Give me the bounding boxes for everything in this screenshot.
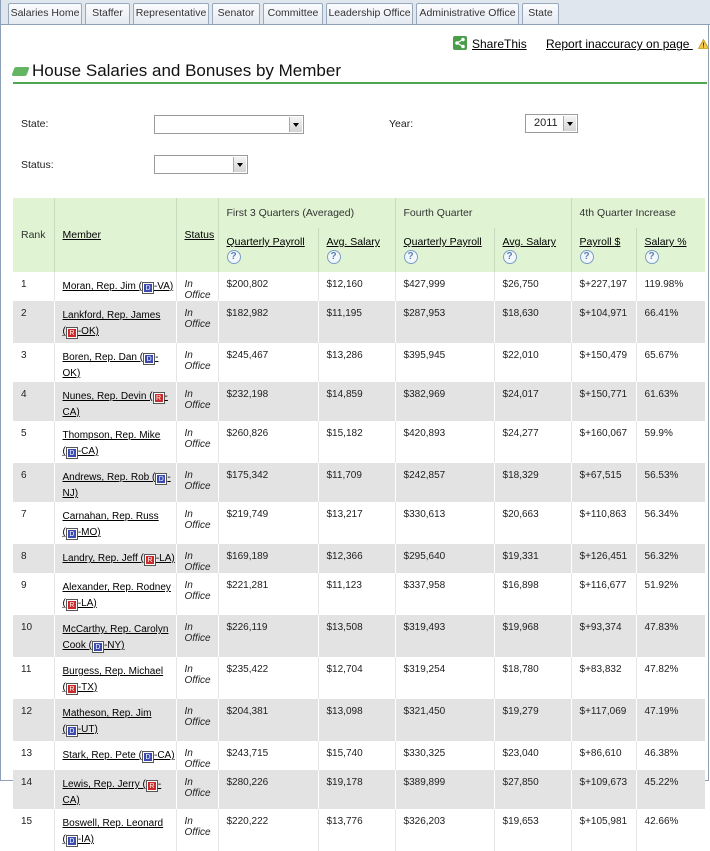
table-row — [13, 301, 705, 343]
cell-qp1: $260,826 — [218, 421, 318, 463]
member-state: -CA) — [62, 779, 162, 806]
cell-pct: 47.19% — [636, 699, 705, 741]
cell-as1: $11,195 — [318, 301, 395, 343]
table-row — [13, 272, 705, 301]
help-icon[interactable]: ? — [404, 250, 418, 264]
member-name-cont: Cook ( — [62, 640, 92, 651]
cell-qp1: $204,381 — [218, 699, 318, 741]
table-row — [13, 741, 705, 770]
member-link[interactable] — [63, 472, 171, 499]
cell-pay: $+117,069 — [571, 699, 636, 741]
sort-status-link[interactable]: Status — [184, 229, 215, 241]
cell-member — [54, 343, 176, 382]
year-select[interactable] — [525, 114, 578, 133]
cell-as2: $20,663 — [494, 502, 571, 544]
member-state: -CA) — [62, 391, 168, 418]
member-name-cont: ( — [62, 724, 66, 735]
cell-pct: 47.82% — [636, 657, 705, 699]
cell-qp1: $243,715 — [218, 741, 318, 770]
share-label: ShareThis — [472, 37, 527, 51]
democrat-party-badge: D — [143, 283, 153, 293]
republican-party-badge: R — [67, 328, 77, 338]
cell-qp2: $330,325 — [395, 741, 494, 770]
cell-qp2: $319,493 — [395, 615, 494, 657]
cell-as1: $13,217 — [318, 502, 395, 544]
democrat-party-badge: D — [143, 752, 153, 762]
member-state: -UT) — [77, 724, 98, 735]
report-inaccuracy-link[interactable] — [546, 36, 709, 52]
member-name: Andrews, Rep. Rob ( — [62, 472, 156, 483]
cell-status: In Office — [176, 544, 218, 573]
cell-as2: $19,331 — [494, 544, 571, 573]
col-rank: Rank — [13, 198, 54, 272]
republican-party-badge: R — [67, 600, 77, 610]
cell-member — [54, 544, 176, 573]
cell-as2: $18,329 — [494, 463, 571, 502]
cell-member — [54, 741, 176, 770]
cell-member — [54, 699, 176, 741]
col-payroll-increase — [571, 228, 636, 272]
sort-pay-link[interactable]: Payroll $ — [579, 236, 621, 248]
cell-status: In Office — [176, 272, 218, 301]
member-link[interactable] — [63, 582, 171, 609]
cell-rank: 6 — [13, 463, 54, 502]
cell-qp1: $220,222 — [218, 809, 318, 851]
cell-as1: $15,182 — [318, 421, 395, 463]
col-quarterly-payroll-1 — [218, 228, 318, 272]
cell-qp1: $221,281 — [218, 573, 318, 615]
member-link[interactable] — [63, 624, 169, 651]
cell-status: In Office — [176, 770, 218, 809]
share-icon — [453, 36, 467, 50]
cell-as1: $19,178 — [318, 770, 395, 809]
cell-qp1: $175,342 — [218, 463, 318, 502]
cell-rank: 13 — [13, 741, 54, 770]
member-state: -NY) — [103, 640, 125, 651]
republican-party-badge: R — [145, 555, 155, 565]
cell-as2: $26,750 — [494, 272, 571, 301]
cell-pct: 56.53% — [636, 463, 705, 502]
cell-qp1: $169,189 — [218, 544, 318, 573]
sort-as1-link[interactable]: Avg. Salary — [326, 236, 380, 248]
cell-member — [54, 573, 176, 615]
sort-qp2-link[interactable]: Quarterly Payroll — [403, 236, 482, 248]
help-icon[interactable]: ? — [580, 250, 594, 264]
cell-pct: 56.34% — [636, 502, 705, 544]
republican-party-badge: R — [154, 393, 164, 403]
member-name: Thompson, Rep. Mike — [62, 430, 161, 441]
help-icon[interactable]: ? — [327, 250, 341, 264]
cell-pct: 56.32% — [636, 544, 705, 573]
cell-qp2: $319,254 — [395, 657, 494, 699]
cell-pay: $+67,515 — [571, 463, 636, 502]
democrat-party-badge: D — [93, 642, 103, 652]
cell-qp1: $200,802 — [218, 272, 318, 301]
cell-pct: 42.66% — [636, 809, 705, 851]
member-name: Landry, Rep. Jeff ( — [62, 553, 144, 564]
help-icon[interactable]: ? — [227, 250, 241, 264]
cell-rank: 15 — [13, 809, 54, 851]
chevron-down-icon — [563, 116, 576, 131]
cell-qp1: $280,226 — [218, 770, 318, 809]
cell-as2: $18,780 — [494, 657, 571, 699]
sort-member-link[interactable]: Member — [62, 229, 102, 241]
cell-as2: $19,279 — [494, 699, 571, 741]
sort-as2-link[interactable]: Avg. Salary — [502, 236, 557, 248]
cell-status: In Office — [176, 343, 218, 382]
table-row — [13, 502, 705, 544]
table-row — [13, 544, 705, 573]
cell-member — [54, 421, 176, 463]
cell-pct: 61.63% — [636, 382, 705, 421]
member-name-cont: ( — [62, 446, 66, 457]
cell-status: In Office — [176, 573, 218, 615]
member-link[interactable] — [63, 391, 168, 418]
cell-pct: 59.9% — [636, 421, 705, 463]
cell-pct: 46.38% — [636, 741, 705, 770]
cell-rank: 12 — [13, 699, 54, 741]
member-state: -VA) — [153, 281, 174, 292]
cell-qp2: $242,857 — [395, 463, 494, 502]
cell-pay: $+150,771 — [571, 382, 636, 421]
member-name: McCarthy, Rep. Carolyn — [62, 624, 169, 635]
table-row — [13, 770, 705, 809]
cell-qp2: $389,899 — [395, 770, 494, 809]
group-4th-quarter-increase: 4th Quarter Increase — [571, 198, 705, 228]
status-select[interactable] — [154, 155, 248, 174]
cell-status: In Office — [176, 502, 218, 544]
cell-member — [54, 382, 176, 421]
cell-pay: $+160,067 — [571, 421, 636, 463]
cell-qp1: $182,982 — [218, 301, 318, 343]
cell-pct: 47.83% — [636, 615, 705, 657]
cell-status: In Office — [176, 741, 218, 770]
member-name-cont: ( — [62, 682, 66, 693]
year-select-value: 2011 — [534, 117, 558, 129]
member-link[interactable] — [63, 818, 164, 845]
cell-status: In Office — [176, 421, 218, 463]
cell-as1: $13,286 — [318, 343, 395, 382]
member-link[interactable] — [63, 553, 175, 564]
member-name: Nunes, Rep. Devin ( — [62, 391, 153, 402]
cell-as1: $11,709 — [318, 463, 395, 502]
cell-pay: $+83,832 — [571, 657, 636, 699]
tab-bar — [1, 0, 710, 25]
member-name-cont: ( — [62, 326, 66, 337]
cell-as1: $12,366 — [318, 544, 395, 573]
col-status[interactable] — [176, 198, 218, 272]
cell-as1: $14,859 — [318, 382, 395, 421]
member-state: -NJ) — [62, 472, 171, 499]
cell-member — [54, 657, 176, 699]
tab-committee[interactable]: Committee — [263, 3, 323, 24]
cell-member — [54, 301, 176, 343]
cell-rank: 2 — [13, 301, 54, 343]
cell-status: In Office — [176, 463, 218, 502]
cell-rank: 14 — [13, 770, 54, 809]
cell-rank: 4 — [13, 382, 54, 421]
democrat-party-badge: D — [67, 726, 77, 736]
member-link[interactable] — [63, 708, 152, 735]
share-link[interactable] — [453, 36, 527, 52]
member-name-cont: ( — [62, 598, 66, 609]
member-name: Boren, Rep. Dan ( — [62, 352, 144, 363]
cell-qp1: $226,119 — [218, 615, 318, 657]
member-name: Alexander, Rep. Rodney — [62, 582, 171, 593]
cell-pct: 51.92% — [636, 573, 705, 615]
cell-pct: 66.41% — [636, 301, 705, 343]
cell-status: In Office — [176, 809, 218, 851]
tab-salaries-home[interactable]: Salaries Home — [8, 3, 82, 24]
cell-rank: 10 — [13, 615, 54, 657]
table-row — [13, 809, 705, 851]
cell-status: In Office — [176, 615, 218, 657]
cell-qp1: $219,749 — [218, 502, 318, 544]
member-link[interactable] — [63, 310, 161, 337]
money-icon — [11, 67, 29, 76]
state-label: State: — [21, 118, 49, 130]
tab-leadership-office[interactable]: Leadership Office — [326, 3, 413, 24]
table-row — [13, 699, 705, 741]
cell-qp2: $382,969 — [395, 382, 494, 421]
cell-as2: $18,630 — [494, 301, 571, 343]
cell-status: In Office — [176, 301, 218, 343]
cell-rank: 8 — [13, 544, 54, 573]
cell-as1: $13,776 — [318, 809, 395, 851]
cell-status: In Office — [176, 382, 218, 421]
cell-member — [54, 463, 176, 502]
member-state: -LA) — [77, 598, 97, 609]
member-link[interactable] — [63, 430, 161, 457]
republican-party-badge: R — [147, 781, 157, 791]
table-row — [13, 463, 705, 502]
cell-qp2: $337,958 — [395, 573, 494, 615]
cell-rank: 7 — [13, 502, 54, 544]
cell-qp2: $427,999 — [395, 272, 494, 301]
table-row — [13, 421, 705, 463]
help-icon[interactable]: ? — [503, 250, 517, 264]
member-link[interactable] — [63, 666, 164, 693]
member-state: -CA) — [77, 446, 99, 457]
cell-qp1: $245,467 — [218, 343, 318, 382]
democrat-party-badge: D — [67, 836, 77, 846]
member-name: Moran, Rep. Jim ( — [62, 281, 142, 292]
cell-rank: 9 — [13, 573, 54, 615]
tab-staffer[interactable]: Staffer — [85, 3, 130, 24]
table-row — [13, 573, 705, 615]
cell-as2: $22,010 — [494, 343, 571, 382]
member-name: Stark, Rep. Pete ( — [62, 750, 142, 761]
democrat-party-badge: D — [67, 448, 77, 458]
cell-as2: $19,968 — [494, 615, 571, 657]
member-name: Matheson, Rep. Jim — [62, 708, 152, 719]
cell-as2: $16,898 — [494, 573, 571, 615]
member-link[interactable] — [63, 281, 174, 292]
table-row — [13, 657, 705, 699]
group-fourth-quarter: Fourth Quarter — [395, 198, 571, 228]
col-member[interactable] — [54, 198, 176, 272]
cell-member — [54, 770, 176, 809]
member-name: Lankford, Rep. James — [62, 310, 161, 321]
member-name: Lewis, Rep. Jerry ( — [62, 779, 146, 790]
cell-member — [54, 809, 176, 851]
cell-as1: $15,740 — [318, 741, 395, 770]
cell-as2: $19,653 — [494, 809, 571, 851]
group-first-3-quarters: First 3 Quarters (Averaged) — [218, 198, 395, 228]
state-select[interactable] — [154, 115, 304, 134]
cell-pay: $+116,677 — [571, 573, 636, 615]
cell-qp1: $235,422 — [218, 657, 318, 699]
sort-qp1-link[interactable]: Quarterly Payroll — [226, 236, 305, 248]
cell-status: In Office — [176, 699, 218, 741]
cell-pay: $+150,479 — [571, 343, 636, 382]
cell-pay: $+227,197 — [571, 272, 636, 301]
republican-party-badge: R — [67, 684, 77, 694]
member-state: -TX) — [77, 682, 98, 693]
cell-as2: $24,017 — [494, 382, 571, 421]
page-title — [13, 60, 707, 84]
member-state: -MO) — [77, 527, 101, 538]
cell-as2: $23,040 — [494, 741, 571, 770]
table-row — [13, 343, 705, 382]
cell-pay: $+86,610 — [571, 741, 636, 770]
member-state: -CA) — [153, 750, 175, 761]
cell-as1: $13,508 — [318, 615, 395, 657]
democrat-party-badge: D — [67, 529, 77, 539]
salaries-table — [13, 198, 705, 851]
cell-pay: $+93,374 — [571, 615, 636, 657]
cell-qp2: $420,893 — [395, 421, 494, 463]
cell-status: In Office — [176, 657, 218, 699]
democrat-party-badge: D — [144, 354, 154, 364]
cell-qp1: $232,198 — [218, 382, 318, 421]
cell-qp2: $326,203 — [395, 809, 494, 851]
cell-pct: 45.22% — [636, 770, 705, 809]
member-link[interactable] — [63, 511, 159, 538]
table-row — [13, 615, 705, 657]
member-name-cont: ( — [62, 834, 66, 845]
table-body — [13, 272, 705, 851]
tab-administrative-office[interactable]: Administrative Office — [416, 3, 519, 24]
chevron-down-icon — [289, 117, 302, 132]
member-name: Boswell, Rep. Leonard — [62, 818, 164, 829]
cell-rank: 3 — [13, 343, 54, 382]
member-link[interactable] — [63, 352, 159, 379]
democrat-party-badge: D — [156, 474, 166, 484]
chevron-down-icon — [233, 157, 246, 172]
member-link[interactable] — [63, 750, 175, 761]
member-state: -OK) — [77, 326, 99, 337]
cell-member — [54, 502, 176, 544]
status-label: Status: — [21, 159, 54, 171]
cell-pct: 119.98% — [636, 272, 705, 301]
help-icon[interactable]: ? — [645, 250, 659, 264]
member-name-cont: ( — [62, 527, 66, 538]
cell-pay: $+110,863 — [571, 502, 636, 544]
member-state: -OK) — [62, 352, 159, 379]
cell-qp2: $287,953 — [395, 301, 494, 343]
report-label: Report inaccuracy on page — [546, 37, 690, 51]
cell-rank: 5 — [13, 421, 54, 463]
tab-senator[interactable]: Senator — [212, 3, 260, 24]
cell-as1: $12,704 — [318, 657, 395, 699]
cell-qp2: $321,450 — [395, 699, 494, 741]
cell-rank: 1 — [13, 272, 54, 301]
cell-as2: $24,277 — [494, 421, 571, 463]
cell-qp2: $330,613 — [395, 502, 494, 544]
col-quarterly-payroll-2 — [395, 228, 494, 272]
cell-qp2: $295,640 — [395, 544, 494, 573]
year-label: Year: — [389, 118, 414, 130]
cell-pay: $+126,451 — [571, 544, 636, 573]
cell-pay: $+105,981 — [571, 809, 636, 851]
member-state: -IA) — [77, 834, 94, 845]
page-title-text: House Salaries and Bonuses by Member — [32, 61, 341, 80]
warning-icon — [698, 37, 709, 53]
col-avg-salary-2 — [494, 228, 571, 272]
cell-member — [54, 272, 176, 301]
cell-pay: $+104,971 — [571, 301, 636, 343]
member-link[interactable] — [63, 779, 162, 806]
cell-qp2: $395,945 — [395, 343, 494, 382]
member-state: -LA) — [155, 553, 175, 564]
cell-member — [54, 615, 176, 657]
cell-as1: $11,123 — [318, 573, 395, 615]
cell-as2: $27,850 — [494, 770, 571, 809]
col-avg-salary-1 — [318, 228, 395, 272]
member-name: Carnahan, Rep. Russ — [62, 511, 159, 522]
tab-state[interactable]: State — [522, 3, 559, 24]
cell-pct: 65.67% — [636, 343, 705, 382]
member-name: Burgess, Rep. Michael — [62, 666, 164, 677]
table-row — [13, 382, 705, 421]
cell-as1: $12,160 — [318, 272, 395, 301]
cell-pay: $+109,673 — [571, 770, 636, 809]
sort-pct-link[interactable]: Salary % — [644, 236, 687, 248]
cell-rank: 11 — [13, 657, 54, 699]
tab-representative[interactable]: Representative — [133, 3, 209, 24]
col-salary-percent — [636, 228, 705, 272]
cell-as1: $13,098 — [318, 699, 395, 741]
